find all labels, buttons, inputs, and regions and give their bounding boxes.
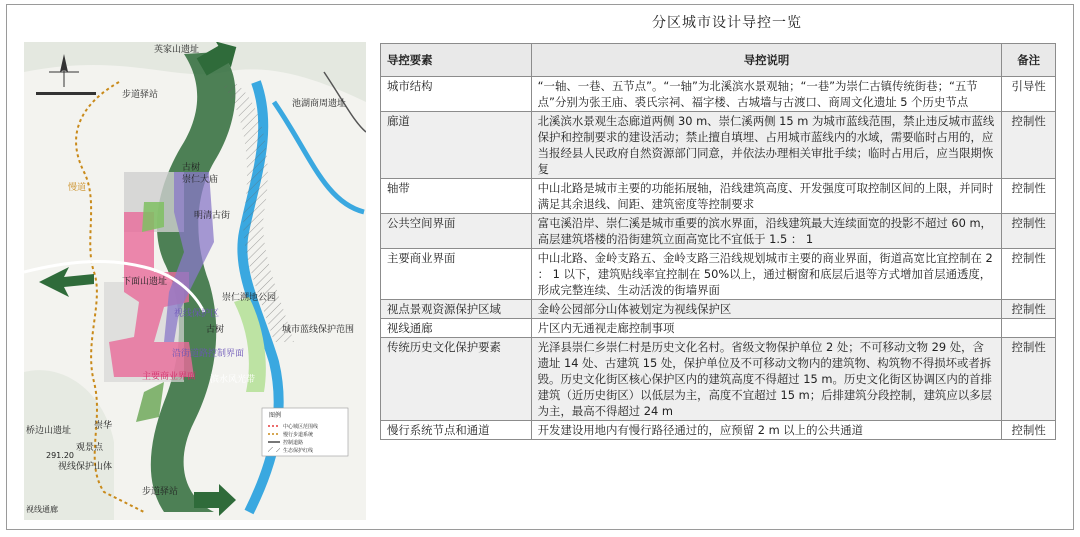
row-element: 城市结构: [381, 77, 532, 112]
label-gushu: 古树: [182, 163, 201, 173]
row-desc: 片区内无通视走廊控制事项: [531, 319, 1002, 338]
header-desc: 导控说明: [531, 44, 1002, 77]
label-binshui: 滨水风光带: [210, 375, 256, 385]
label-commerce: 主要商业界面: [142, 372, 197, 382]
row-desc: 北溪滨水景观生态廊道两侧 30 m、崇仁溪两侧 15 m 为城市蓝线范围，禁止违反城市蓝线保护和控制要求的建设活动；禁止擅自填埋、占用城市蓝线内的水域，需要临时占用的，应当报经县人民政府自然资源部门同意，并依法办理相关审批手续；临时占用后，应当限期恢复: [531, 112, 1002, 179]
label-budao-bottom: 步道驿站: [142, 487, 179, 497]
table-row: [381, 77, 1056, 112]
row-note: 控制性: [1002, 338, 1056, 421]
header-note: 备注: [1002, 44, 1056, 77]
label-mandao: 慢道: [68, 183, 87, 193]
table-row: [381, 214, 1056, 249]
label-chongren: 崇仁大庙: [182, 175, 219, 185]
table-row: [381, 179, 1056, 214]
row-element: 主要商业界面: [381, 249, 532, 300]
table-row: [381, 249, 1056, 300]
scale-bar: [36, 92, 96, 95]
label-corridor: 视线通廊: [26, 505, 58, 514]
label-chonghua: 崇华: [94, 421, 113, 431]
row-desc: 中山北路是城市主要的功能拓展轴，沿线建筑高度、开发强度可取控制区间的上限，并同时满足其余退线、间距、建筑密度等控制要求: [531, 179, 1002, 214]
legend-title: 图例: [269, 412, 282, 419]
row-element: 公共空间界面: [381, 214, 532, 249]
legend-item-4: 生态保护红线: [283, 448, 314, 454]
guidance-table: [380, 43, 1056, 440]
label-qiaobian: 桥边山遗址: [26, 426, 72, 436]
row-note: 控制性: [1002, 421, 1056, 440]
row-desc: 开发建设用地内有慢行路径通过的，应预留 2 m 以上的公共通道: [531, 421, 1002, 440]
row-note: [1002, 319, 1056, 338]
row-note: 控制性: [1002, 300, 1056, 319]
row-desc: 富屯溪沿岸、崇仁溪是城市重要的滨水界面，沿线建筑最大连续面宽的投影不超过 60 m，高层建筑塔楼的沿街建筑立面高宽比不宜低于 1.5 ： 1: [531, 214, 1002, 249]
label-mingqing: 明清古街: [194, 211, 231, 221]
label-guanjing: 观景点: [76, 443, 104, 453]
row-note: 控制性: [1002, 112, 1056, 179]
row-element: 慢行系统节点和通道: [381, 421, 532, 440]
row-element: 视点景观资源保护区域: [381, 300, 532, 319]
label-gushu2: 古树: [206, 325, 225, 335]
row-element: 廊道: [381, 112, 532, 179]
label-jiedao: 沿街道路控制界面: [172, 349, 245, 359]
label-yingjia: 英家山遗址: [154, 45, 200, 55]
row-element: 视线通廊: [381, 319, 532, 338]
map-canvas: [24, 42, 366, 520]
label-elevation: 291.20: [46, 451, 74, 460]
header-element: 导控要素: [381, 44, 532, 77]
row-element: 传统历史文化保护要素: [381, 338, 532, 421]
table-row: [381, 338, 1056, 421]
label-blue-line: 城市蓝线保护范围: [282, 325, 355, 335]
table-row: [381, 300, 1056, 319]
label-shixian-mountain: 视线保护山体: [58, 462, 113, 472]
row-desc: 中山北路、金岭支路五、金岭支路三沿线规划城市主要的商业界面，街道高宽比宜控制在 2 ： 1 以下，建筑贴线率宜控制在 50%以上，通过橱窗和底层后退等方式增加首层通透度，形成完整连续、生动活泼的街墙界面: [531, 249, 1002, 300]
label-budao-top: 步道驿站: [122, 90, 159, 100]
legend-item-2: 慢行步道系统: [283, 432, 314, 438]
row-note: 控制性: [1002, 179, 1056, 214]
table-row: [381, 112, 1056, 179]
table-header-row: [381, 44, 1056, 77]
row-note: 控制性: [1002, 249, 1056, 300]
row-desc: 光泽县崇仁乡崇仁村是历史文化名村。省级文物保护单位 2 处；不可移动文物 29 处，含遗址 14 处、古建筑 15 处，保护单位及不可移动文物内的建筑物、构筑物不得损坏或者拆毁。历史文化街区核心保护区内的建筑高度不得超过 15 m。历史文化街区协调区内的首排建筑（近历史街区）以低层为主，高度不宜超过 15 m；后排建筑分段控制，建筑应以多层为主，最高不得超过 24 m: [531, 338, 1002, 421]
legend-item-3: 控制道路: [283, 440, 304, 446]
row-desc: “一轴、一巷、五节点”。“一轴”为北溪滨水景观轴；“一巷”为崇仁古镇传统街巷；“五节点”分别为张王庙、裘氏宗祠、福字楼、古城墙与古渡口、商周文化遗址 5 个历史节点: [531, 77, 1002, 112]
row-element: 轴带: [381, 179, 532, 214]
row-note: 引导性: [1002, 77, 1056, 112]
label-chongren-park: 崇仁溯地公园: [222, 293, 277, 303]
table-row: [381, 319, 1056, 338]
label-chihu: 池湖商周遗址: [292, 99, 347, 109]
zoning-map: [24, 42, 366, 520]
row-note: 控制性: [1002, 214, 1056, 249]
label-xiamian: 下面山遗址: [122, 277, 168, 287]
row-desc: 金岭公园部分山体被划定为视线保护区: [531, 300, 1002, 319]
page-title: 分区城市设计导控一览: [652, 15, 802, 31]
label-shixian-protect: 视线保护区: [174, 309, 220, 319]
legend-item-1: 中心城区范围线: [283, 424, 319, 430]
table-row: [381, 421, 1056, 440]
